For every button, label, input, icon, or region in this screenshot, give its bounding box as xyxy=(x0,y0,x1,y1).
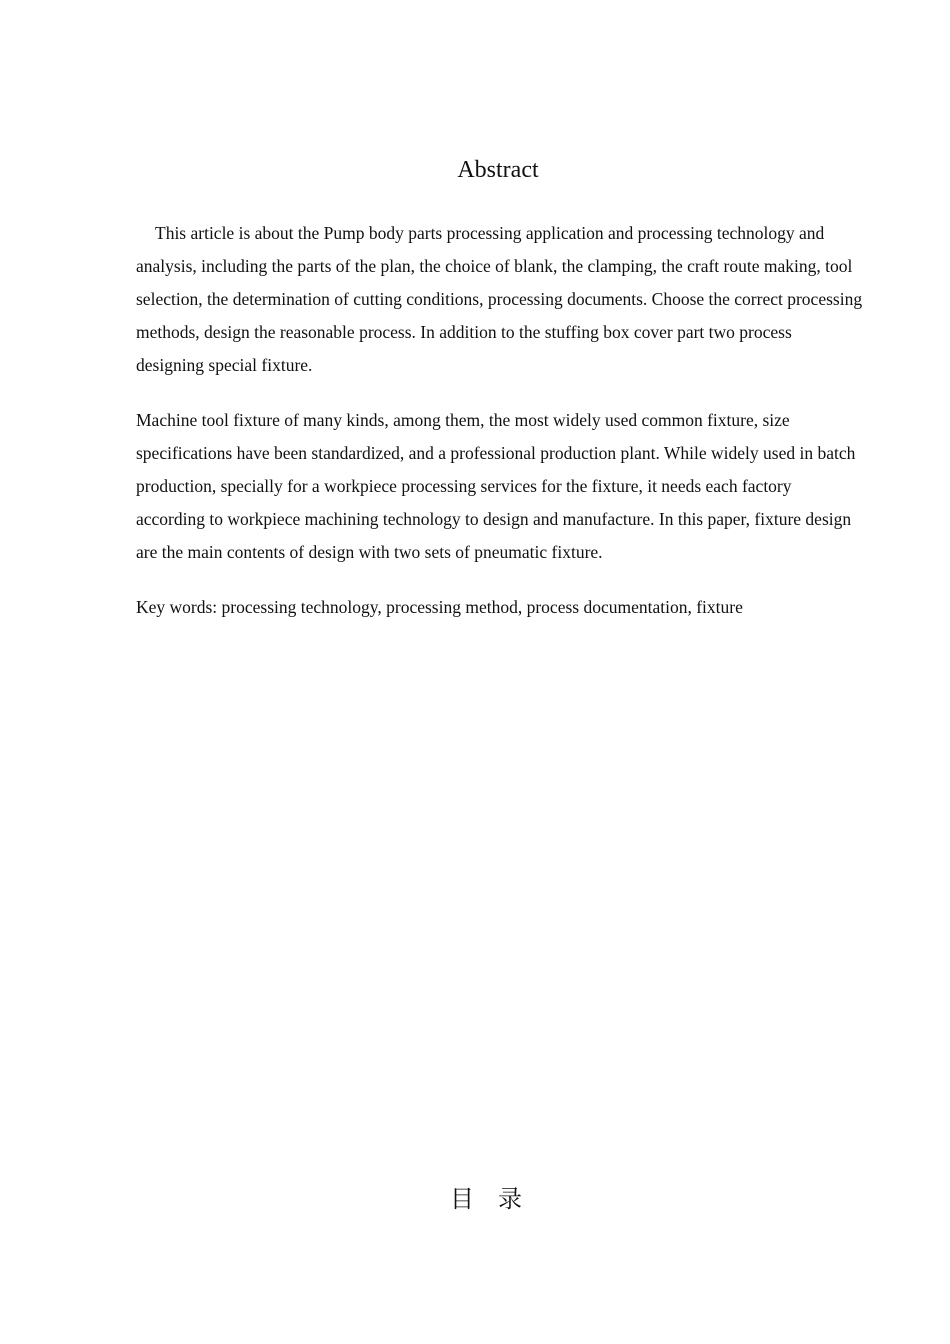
table-of-contents-title: 目录 xyxy=(450,1185,546,1213)
abstract-title: Abstract xyxy=(457,157,539,183)
abstract-paragraph-2: Machine tool fixture of many kinds, among them, the most widely used common fixture, size specifications have been standardized, and a professional production plant. While widely used in batch production, specially for a workpiece processing services for the fixture, it needs each factory according to workpiece machining technology to design and manufacture. In this paper, fixture design are the main contents of design with two sets of pneumatic fixture. xyxy=(136,410,856,562)
abstract-keywords: Key words: processing technology, processing method, process documentation, fixture xyxy=(136,597,743,617)
abstract-paragraph-1: This article is about the Pump body parts processing application and processing technology and analysis, including the parts of the plan, the choice of blank, the clamping, the craft route making, tool selection, the determination of cutting conditions, processing documents. Choose the correct processing methods, design the reasonable process. In addition to the stuffing box cover part two process designing special fixture. xyxy=(136,223,863,375)
